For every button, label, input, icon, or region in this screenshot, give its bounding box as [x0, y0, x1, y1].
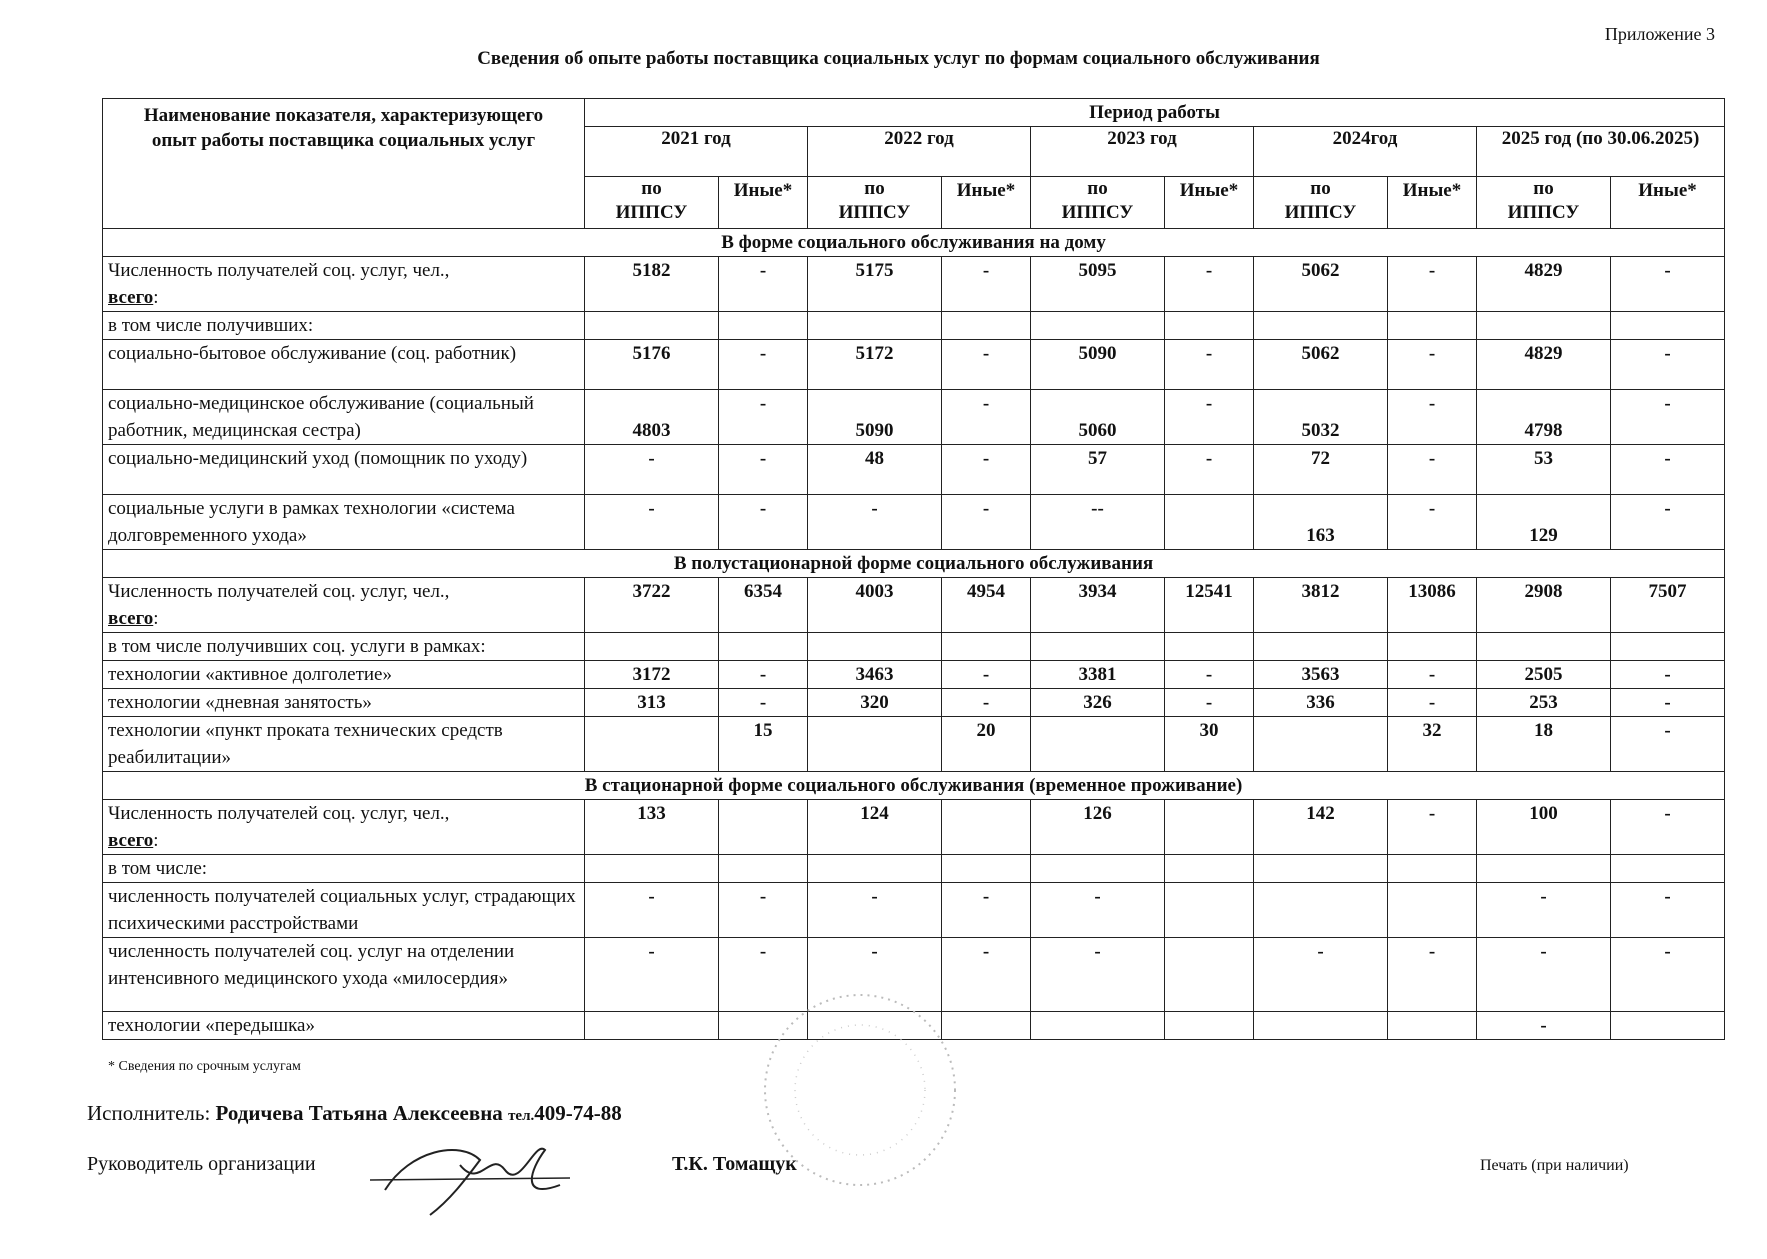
value-cell: - — [942, 689, 1031, 717]
value-cell: 18 — [1477, 717, 1611, 772]
section-title: В форме социального обслуживания на дому — [103, 229, 1725, 257]
value-cell: 5172 — [808, 340, 942, 390]
value-cell — [719, 312, 808, 340]
label-text: социальные услуги в рамках технологии «система долговременного ухода» — [108, 498, 515, 546]
seal-note: Печать (при наличии) — [1480, 1157, 1629, 1174]
value-cell: - — [719, 883, 808, 938]
indicator-label — [103, 445, 585, 495]
value-cell: - — [719, 257, 808, 312]
value-cell — [1388, 633, 1477, 661]
value-cell — [1477, 633, 1611, 661]
value-cell — [1254, 855, 1388, 883]
value-cell: - — [1611, 717, 1725, 772]
section-title: В стационарной форме социального обслуживания (временное проживание) — [103, 772, 1725, 800]
value-cell: - — [1031, 938, 1165, 1012]
value-cell — [1388, 312, 1477, 340]
value-cell: 313 — [585, 689, 719, 717]
indicator-label — [103, 340, 585, 390]
value-cell: - — [1388, 340, 1477, 390]
ippsu-subheader: по ИППСУ — [808, 177, 942, 229]
value-cell — [1388, 855, 1477, 883]
value-cell — [1165, 855, 1254, 883]
value-cell — [1031, 855, 1165, 883]
executor-name: Родичева Татьяна Алексеевна — [215, 1101, 503, 1125]
value-cell — [942, 633, 1031, 661]
value-cell: 142 — [1254, 800, 1388, 855]
value-cell: 2908 — [1477, 578, 1611, 633]
executor-phone: 409-74-88 — [534, 1101, 622, 1125]
value-cell: - — [1611, 800, 1725, 855]
value-cell: 5090 — [1031, 340, 1165, 390]
value-cell — [1031, 1012, 1165, 1040]
value-cell — [1165, 800, 1254, 855]
indicator-label — [103, 312, 585, 340]
value-cell — [1165, 883, 1254, 938]
label-text: Численность получателей соц. услуг, чел., — [108, 803, 450, 824]
value-cell: 4798 — [1477, 390, 1611, 445]
table-row — [103, 717, 1725, 772]
label-text: социально-бытовое обслуживание (соц. работник) — [108, 343, 517, 364]
value-cell: - — [1388, 390, 1477, 445]
value-cell: 4003 — [808, 578, 942, 633]
other-subheader: Иные* — [1388, 177, 1477, 229]
value-cell: - — [1611, 689, 1725, 717]
period-header: Период работы — [585, 99, 1725, 127]
value-cell: - — [1611, 257, 1725, 312]
value-cell — [585, 312, 719, 340]
value-cell: - — [942, 340, 1031, 390]
ippsu-subheader: по ИППСУ — [1254, 177, 1388, 229]
value-cell: 2505 — [1477, 661, 1611, 689]
label-text: Численность получателей соц. услуг, чел., — [108, 260, 450, 281]
section-row — [103, 772, 1725, 800]
other-subheader: Иные* — [1611, 177, 1725, 229]
value-cell — [1388, 883, 1477, 938]
year-header: 2025 год (по 30.06.2025) — [1477, 127, 1725, 177]
value-cell — [808, 633, 942, 661]
indicator-label — [103, 800, 585, 855]
value-cell: - — [585, 883, 719, 938]
value-cell: 4829 — [1477, 257, 1611, 312]
value-cell: - — [1611, 661, 1725, 689]
value-cell — [1254, 312, 1388, 340]
value-cell: 133 — [585, 800, 719, 855]
value-cell — [1388, 1012, 1477, 1040]
document-title: Сведения об опыте работы поставщика социальных услуг по формам социального обслуживания — [477, 48, 1320, 69]
value-cell — [585, 1012, 719, 1040]
label-total: всего — [108, 608, 154, 629]
value-cell: 6354 — [719, 578, 808, 633]
value-cell: 57 — [1031, 445, 1165, 495]
value-cell: - — [942, 390, 1031, 445]
value-cell: 5060 — [1031, 390, 1165, 445]
label-text: в том числе получивших соц. услуги в рамках: — [108, 636, 486, 657]
value-cell: - — [808, 938, 942, 1012]
value-cell: 5062 — [1254, 340, 1388, 390]
value-cell: 3463 — [808, 661, 942, 689]
label-text: социально-медицинское обслуживание (социальный работник, медицинская сестра) — [108, 393, 534, 441]
indicator-label — [103, 938, 585, 1012]
footnote: * Сведения по срочным услугам — [108, 1059, 301, 1074]
value-cell: 100 — [1477, 800, 1611, 855]
table-row — [103, 661, 1725, 689]
table-row — [103, 495, 1725, 550]
value-cell: 3172 — [585, 661, 719, 689]
value-cell — [1165, 312, 1254, 340]
value-cell: - — [808, 883, 942, 938]
value-cell: 32 — [1388, 717, 1477, 772]
executor-label: Исполнитель: — [87, 1101, 211, 1125]
value-cell: - — [1165, 340, 1254, 390]
indicator-label — [103, 883, 585, 938]
value-cell — [719, 633, 808, 661]
value-cell: - — [719, 495, 808, 550]
value-cell: 4954 — [942, 578, 1031, 633]
value-cell: - — [1388, 689, 1477, 717]
label-total: всего — [108, 830, 154, 851]
year-header: 2022 год — [808, 127, 1031, 177]
table-row — [103, 340, 1725, 390]
value-cell — [808, 717, 942, 772]
value-cell: - — [942, 445, 1031, 495]
value-cell: - — [1611, 495, 1725, 550]
value-cell: - — [1165, 689, 1254, 717]
value-cell — [1254, 717, 1388, 772]
value-cell: - — [1388, 938, 1477, 1012]
value-cell: - — [1611, 445, 1725, 495]
value-cell — [719, 800, 808, 855]
value-cell: 53 — [1477, 445, 1611, 495]
label-total: всего — [108, 287, 154, 308]
value-cell: - — [1611, 883, 1725, 938]
table-row — [103, 578, 1725, 633]
value-cell: - — [1165, 257, 1254, 312]
value-cell: - — [1031, 883, 1165, 938]
value-cell: - — [942, 938, 1031, 1012]
value-cell: - — [1477, 1012, 1611, 1040]
year-header: 2021 год — [585, 127, 808, 177]
table-body — [103, 229, 1725, 1040]
experience-table-wrapper — [102, 98, 1724, 1040]
value-cell: - — [1388, 257, 1477, 312]
value-cell: 3934 — [1031, 578, 1165, 633]
label-text: в том числе получивших: — [108, 315, 314, 336]
value-cell — [1165, 495, 1254, 550]
table-row — [103, 855, 1725, 883]
value-cell: - — [585, 495, 719, 550]
indicator-header: Наименование показателя, характеризующего опыт работы поставщика социальных услуг — [103, 99, 585, 229]
value-cell — [808, 855, 942, 883]
indicator-label — [103, 578, 585, 633]
value-cell: 3381 — [1031, 661, 1165, 689]
value-cell — [585, 633, 719, 661]
table-row — [103, 800, 1725, 855]
ippsu-subheader: по ИППСУ — [1031, 177, 1165, 229]
indicator-label — [103, 717, 585, 772]
value-cell: - — [1165, 661, 1254, 689]
executor-line — [87, 1101, 622, 1126]
table-row — [103, 689, 1725, 717]
value-cell: - — [719, 445, 808, 495]
section-title: В полустационарной форме социального обслуживания — [103, 550, 1725, 578]
label-text: технологии «дневная занятость» — [108, 692, 372, 713]
value-cell — [1611, 1012, 1725, 1040]
value-cell — [1031, 633, 1165, 661]
value-cell: 5095 — [1031, 257, 1165, 312]
value-cell — [942, 800, 1031, 855]
table-row — [103, 445, 1725, 495]
value-cell — [1611, 855, 1725, 883]
value-cell: 129 — [1477, 495, 1611, 550]
value-cell — [1031, 312, 1165, 340]
value-cell: - — [1611, 390, 1725, 445]
value-cell: 326 — [1031, 689, 1165, 717]
table-row — [103, 257, 1725, 312]
value-cell: - — [942, 495, 1031, 550]
label-text: численность получателей соц. услуг на отделении интенсивного медицинского ухода «милосердия» — [108, 941, 515, 989]
value-cell: - — [1165, 445, 1254, 495]
value-cell — [1477, 312, 1611, 340]
value-cell: 4803 — [585, 390, 719, 445]
value-cell: 5182 — [585, 257, 719, 312]
value-cell: - — [942, 883, 1031, 938]
label-text: в том числе: — [108, 858, 208, 879]
value-cell: 124 — [808, 800, 942, 855]
value-cell: - — [1165, 390, 1254, 445]
value-cell: - — [585, 938, 719, 1012]
value-cell: - — [719, 340, 808, 390]
value-cell: 5032 — [1254, 390, 1388, 445]
value-cell: 72 — [1254, 445, 1388, 495]
label-suffix: : — [153, 608, 159, 629]
value-cell: 13086 — [1388, 578, 1477, 633]
section-row — [103, 229, 1725, 257]
value-cell: - — [1388, 661, 1477, 689]
year-header: 2023 год — [1031, 127, 1254, 177]
value-cell: - — [1388, 495, 1477, 550]
indicator-label — [103, 689, 585, 717]
value-cell: 4829 — [1477, 340, 1611, 390]
value-cell: - — [942, 661, 1031, 689]
value-cell — [719, 855, 808, 883]
value-cell: - — [585, 445, 719, 495]
value-cell: - — [1611, 938, 1725, 1012]
value-cell: - — [1254, 938, 1388, 1012]
value-cell: 126 — [1031, 800, 1165, 855]
value-cell — [1477, 855, 1611, 883]
value-cell — [1254, 883, 1388, 938]
value-cell: 48 — [808, 445, 942, 495]
value-cell: - — [719, 661, 808, 689]
value-cell: 3563 — [1254, 661, 1388, 689]
value-cell: - — [719, 689, 808, 717]
value-cell — [1165, 633, 1254, 661]
indicator-label — [103, 855, 585, 883]
label-suffix: : — [153, 830, 159, 851]
appendix-label: Приложение 3 — [1604, 24, 1715, 44]
value-cell — [942, 312, 1031, 340]
year-header: 2024год — [1254, 127, 1477, 177]
value-cell: - — [719, 938, 808, 1012]
value-cell: 5062 — [1254, 257, 1388, 312]
ippsu-subheader: по ИППСУ — [585, 177, 719, 229]
indicator-label — [103, 1012, 585, 1040]
experience-table — [102, 98, 1725, 1040]
value-cell — [1254, 633, 1388, 661]
indicator-label — [103, 390, 585, 445]
value-cell: 12541 — [1165, 578, 1254, 633]
value-cell: - — [719, 390, 808, 445]
label-suffix: : — [153, 287, 159, 308]
table-row — [103, 390, 1725, 445]
table-row — [103, 883, 1725, 938]
value-cell: - — [1477, 883, 1611, 938]
value-cell: 7507 — [1611, 578, 1725, 633]
label-text: технологии «пункт проката технических средств реабилитации» — [108, 720, 503, 768]
value-cell: 3722 — [585, 578, 719, 633]
value-cell: 30 — [1165, 717, 1254, 772]
label-text: технологии «активное долголетие» — [108, 664, 392, 685]
value-cell — [1165, 938, 1254, 1012]
indicator-label — [103, 495, 585, 550]
table-header — [103, 99, 1725, 229]
head-label: Руководитель организации — [87, 1153, 316, 1175]
value-cell: 253 — [1477, 689, 1611, 717]
value-cell — [1254, 1012, 1388, 1040]
value-cell — [942, 855, 1031, 883]
value-cell: 5090 — [808, 390, 942, 445]
other-subheader: Иные* — [1165, 177, 1254, 229]
other-subheader: Иные* — [942, 177, 1031, 229]
value-cell — [585, 717, 719, 772]
value-cell: - — [1388, 445, 1477, 495]
value-cell: 320 — [808, 689, 942, 717]
indicator-label — [103, 633, 585, 661]
label-text: технологии «передышка» — [108, 1015, 315, 1036]
value-cell: 163 — [1254, 495, 1388, 550]
value-cell: - — [1611, 340, 1725, 390]
value-cell — [1611, 312, 1725, 340]
value-cell — [1165, 1012, 1254, 1040]
value-cell: - — [808, 495, 942, 550]
executor-tel-label: тел. — [508, 1108, 535, 1124]
value-cell: 5176 — [585, 340, 719, 390]
indicator-label — [103, 257, 585, 312]
value-cell: 3812 — [1254, 578, 1388, 633]
ippsu-subheader: по ИППСУ — [1477, 177, 1611, 229]
value-cell: 20 — [942, 717, 1031, 772]
label-text: Численность получателей соц. услуг, чел., — [108, 581, 450, 602]
value-cell: 5175 — [808, 257, 942, 312]
value-cell: -- — [1031, 495, 1165, 550]
value-cell — [1031, 717, 1165, 772]
stamp-image — [745, 975, 975, 1205]
table-row — [103, 312, 1725, 340]
value-cell: 15 — [719, 717, 808, 772]
value-cell — [808, 312, 942, 340]
indicator-label — [103, 661, 585, 689]
signature-image — [370, 1130, 590, 1220]
value-cell: - — [1388, 800, 1477, 855]
table-row — [103, 633, 1725, 661]
value-cell: 336 — [1254, 689, 1388, 717]
section-row — [103, 550, 1725, 578]
label-text: численность получателей социальных услуг, страдающих психическими расстройствами — [108, 886, 576, 934]
other-subheader: Иные* — [719, 177, 808, 229]
head-name: Т.К. Томащук — [672, 1153, 797, 1175]
value-cell: - — [942, 257, 1031, 312]
value-cell: - — [1477, 938, 1611, 1012]
value-cell — [585, 855, 719, 883]
label-text: социально-медицинский уход (помощник по уходу) — [108, 448, 528, 469]
value-cell — [1611, 633, 1725, 661]
